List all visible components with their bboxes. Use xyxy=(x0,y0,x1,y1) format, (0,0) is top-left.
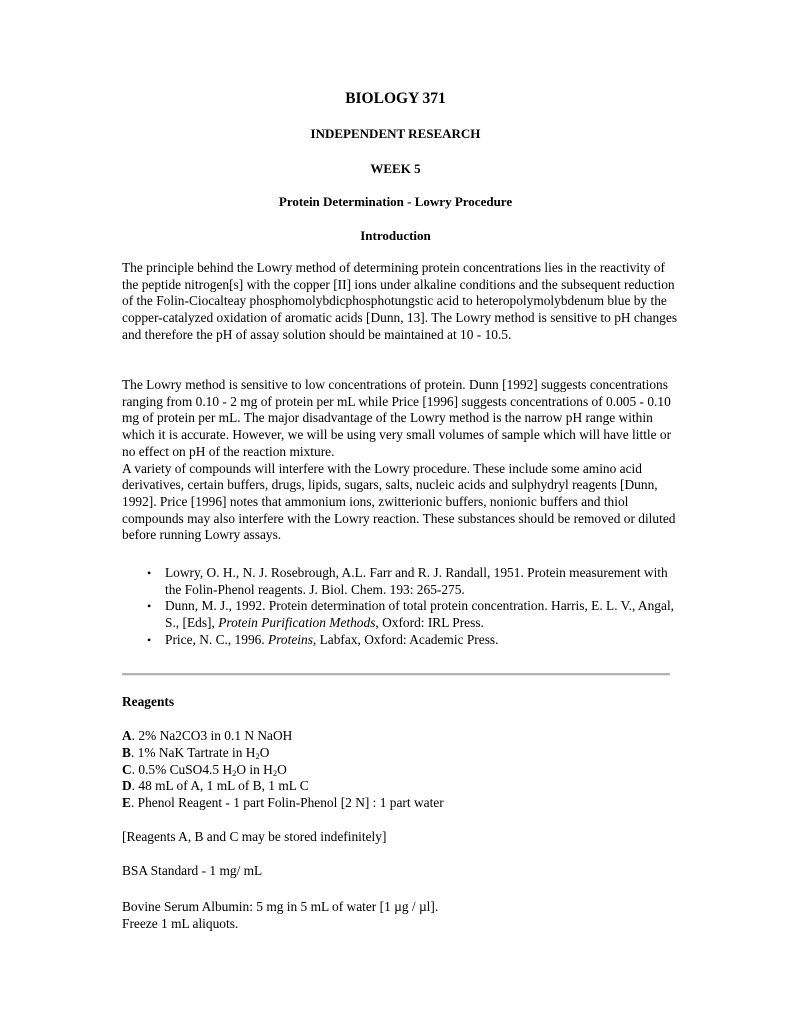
reagent-text-end: O xyxy=(259,745,270,760)
reference-item xyxy=(147,632,677,649)
reference-publisher: , Oxford: IRL Press. xyxy=(375,615,484,631)
reagent-text-end: O xyxy=(277,762,287,777)
reference-item xyxy=(147,598,677,631)
intro-paragraph-2 xyxy=(122,377,682,544)
reference-book-title: Proteins xyxy=(268,631,313,647)
reagent-key: A xyxy=(122,728,132,743)
intro-paragraph-1: The principle behind the Lowry method of determining protein concentrations lies in the reactivity of the peptide nitrogen[s] with the copper [II] ions under alkaline conditions and the subsequent reduction of the Folin-Ciocalteay phosphomolybdicphosphotungstic acid to heteropolymolybdenum blue by the copper-catalyzed oxidation of aromatic acids [Dunn, 13]. The Lowry method is sensitive to pH changes and therefore the pH of assay solution should be maintained at 10 - 10.5. xyxy=(122,260,678,342)
reagent-text: . 1% NaK Tartrate in H xyxy=(130,745,256,760)
storage-note: [Reagents A, B and C may be stored indefinitely] xyxy=(122,829,387,844)
week-label: WEEK 5 xyxy=(370,161,421,176)
subscript: 2 xyxy=(232,768,237,778)
intro-paragraph-2a: The Lowry method is sensitive to low concentrations of protein. Dunn [1992] suggests concentrations ranging from 0.10 - 2 mg of protein per mL while Price [1996] suggests concentrations of 0.005 - 0.10 mg of protein per mL. The major disadvantage of the Lowry method is the narrow pH range within which it is accurate. However, we will be using very small volumes of sample which will have little or no effect on pH of the reaction mixture. xyxy=(122,377,672,459)
subscript: 2 xyxy=(255,751,260,761)
reference-item xyxy=(147,565,677,598)
reagent-a xyxy=(122,728,292,745)
section-heading-introduction: Introduction xyxy=(360,228,431,243)
reagent-e xyxy=(122,795,444,812)
reference-text: Lowry, O. H., N. J. Rosebrough, A.L. Farr and R. J. Randall, 1951. Protein measurement with the Folin-Phenol reagents. J. Biol. Chem. 193: 265-275. xyxy=(165,565,668,597)
reference-text: Dunn, M. J., 1992. Protein determination of total protein concentration. Harris, E. L. V., Angal, S., [Eds], xyxy=(165,598,675,631)
bullet-icon: • xyxy=(147,566,152,580)
reagent-key: E xyxy=(122,795,131,810)
reagents-heading: Reagents xyxy=(122,694,175,709)
topic-title: Protein Determination - Lowry Procedure xyxy=(278,194,513,209)
reagent-b xyxy=(122,745,269,762)
bullet-icon: • xyxy=(147,632,152,647)
subscript: 2 xyxy=(272,768,278,778)
reagent-d xyxy=(122,778,309,795)
bovine-serum-albumin: Bovine Serum Albumin: 5 mg in 5 mL of water [1 µg / µl]. xyxy=(122,899,439,914)
bullet-icon: • xyxy=(147,599,152,614)
reagent-text: . 2% Na2CO3 in 0.1 N NaOH xyxy=(131,728,293,743)
document-subtitle: INDEPENDENT RESEARCH xyxy=(310,126,481,141)
reagent-key: C xyxy=(122,762,132,777)
intro-paragraph-2b: A variety of compounds will interfere with the Lowry procedure. These include some amino acid derivatives, certain buffers, drugs, lipids, sugars, salts, nucleic acids and sulphydryl reagents [Dunn, 1992]. Price [1996] notes that ammonium ions, zwitterionic buffers, nonionic buffers and thiol compounds may also interfere with the Lowry reaction. These substances should be removed or diluted before running Lowry assays. xyxy=(122,460,676,543)
reference-book-title: Protein Purification Methods xyxy=(218,615,376,631)
reagent-text: . 0.5% CuSO4.5 H xyxy=(131,762,233,777)
reagent-text-mid: O in H xyxy=(236,762,273,777)
course-title: BIOLOGY 371 xyxy=(345,90,446,107)
reference-text: Price, N. C., 1996. xyxy=(165,631,269,647)
reagent-key: D xyxy=(122,778,132,793)
reagent-c xyxy=(122,762,287,779)
reagent-key: B xyxy=(122,745,131,760)
reference-publisher: , Labfax, Oxford: Academic Press. xyxy=(312,631,499,647)
reagent-text: . 48 mL of A, 1 mL of B, 1 mL C xyxy=(131,778,309,793)
reagent-text: . Phenol Reagent - 1 part Folin-Phenol [2 N] : 1 part water xyxy=(130,795,444,810)
horizontal-rule xyxy=(122,673,670,676)
freeze-aliquots: Freeze 1 mL aliquots. xyxy=(122,916,239,931)
bsa-standard: BSA Standard - 1 mg/ mL xyxy=(122,863,263,878)
reference-list xyxy=(147,565,677,649)
